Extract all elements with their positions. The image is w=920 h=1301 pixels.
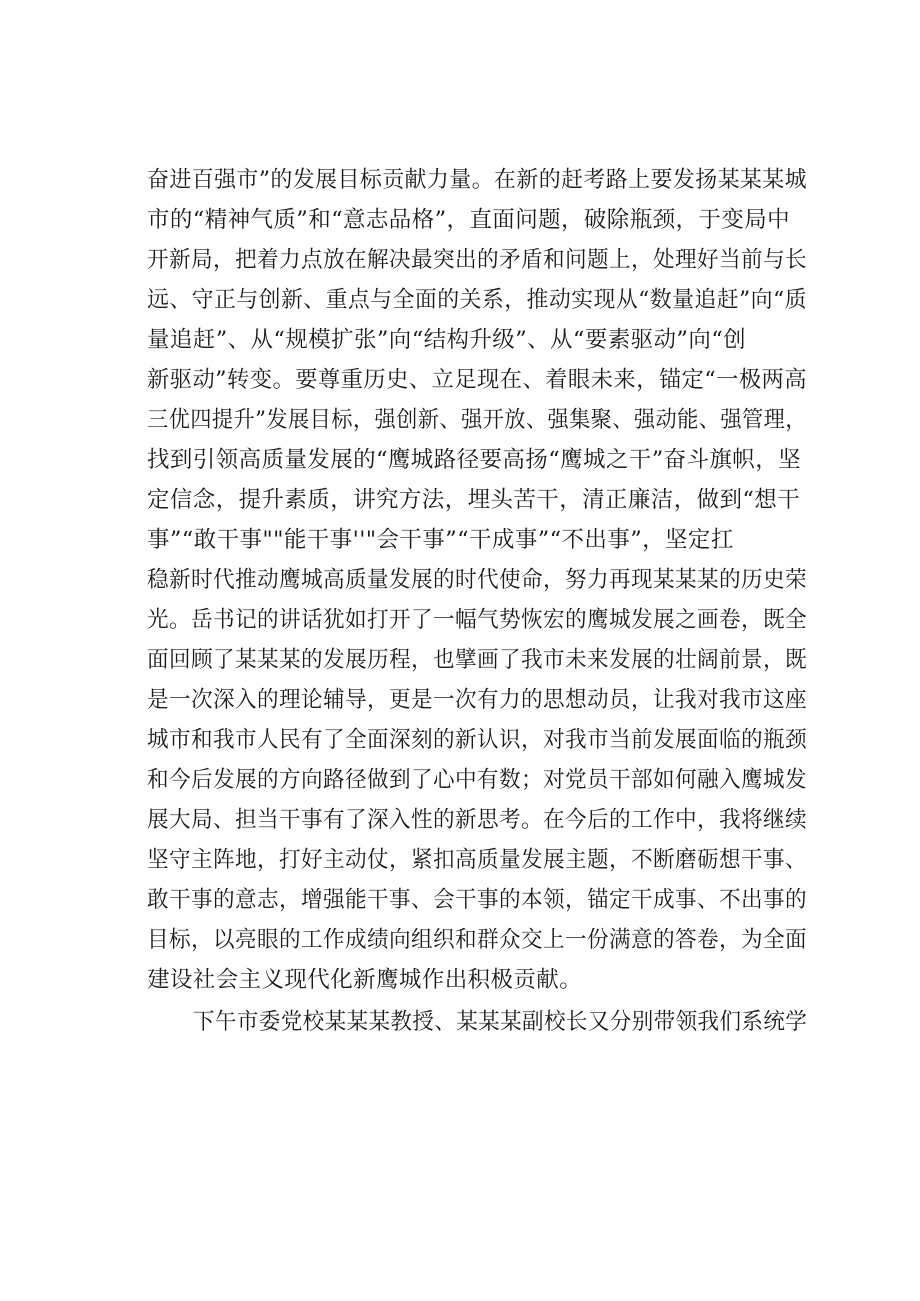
text-line: 市的“精神气质”和“意志品格”，直面问题，破除瓶颈，于变局中 xyxy=(147,207,791,233)
text-line: 定信念，提升素质，讲究方法，埋头苦干，清正廉洁，做到“想干 xyxy=(147,487,801,513)
text-line: 光。岳书记的讲话犹如打开了一幅气势恢宏的鹰城发展之画卷，既全 xyxy=(147,607,808,633)
text-line: 事”“敢干事""能干事''"会干事”“干成事”“不出事”，坚定扛 xyxy=(147,527,734,553)
text-line: 是一次深入的理论辅导，更是一次有力的思想动员，让我对我市这座 xyxy=(147,687,808,713)
text-line: 展大局、担当干事有了深入性的新思考。在今后的工作中，我将继续 xyxy=(147,807,808,833)
text-line: 敢干事的意志，增强能干事、会干事的本领，锚定干成事、不出事的 xyxy=(147,887,808,913)
text-line: 开新局，把着力点放在解决最突出的矛盾和问题上，处理好当前与长 xyxy=(147,247,808,273)
text-line: 面回顾了某某某的发展历程，也擘画了我市未来发展的壮阔前景，既 xyxy=(147,647,808,673)
text-line: 目标，以亮眼的工作成绩向组织和群众交上一份满意的答卷，为全面 xyxy=(147,927,808,953)
text-line: 三优四提升”发展目标，强创新、强开放、强集聚、强动能、强管理， xyxy=(147,407,807,433)
text-line: 量追赶”、从“规模扩张”向“结构升级”、从“要素驱动”向“创 xyxy=(147,327,747,353)
paragraph-start-line: 下午市委党校某某某教授、某某某副校长又分别带领我们系统学 xyxy=(192,1009,808,1035)
text-line: 建设社会主义现代化新鹰城作出积极贡献。 xyxy=(147,967,583,993)
text-line: 和今后发展的方向路径做到了心中有数；对党员干部如何融入鹰城发 xyxy=(147,767,808,793)
text-line: 找到引领高质量发展的“鹰城路径要高扬“鹰城之干”奋斗旗帜，坚 xyxy=(147,447,802,473)
text-line: 新驱动”转变。要尊重历史、立足现在、着眼未来，锚定“一极两高 xyxy=(147,367,808,393)
text-line: 城市和我市人民有了全面深刻的新认识，对我市当前发展面临的瓶颈 xyxy=(147,727,808,753)
text-line: 稳新时代推动鹰城高质量发展的时代使命，努力再现某某某的历史荣 xyxy=(147,567,808,593)
body-text xyxy=(147,160,807,1042)
text-line: 奋进百强市”的发展目标贡献力量。在新的赶考路上要发扬某某某城 xyxy=(147,167,808,193)
text-line: 坚守主阵地，打好主动仗，紧扣高质量发展主题，不断磨砺想干事、 xyxy=(147,847,808,873)
text-line: 远、守正与创新、重点与全面的关系，推动实现从“数量追赶”向“质 xyxy=(147,287,807,313)
